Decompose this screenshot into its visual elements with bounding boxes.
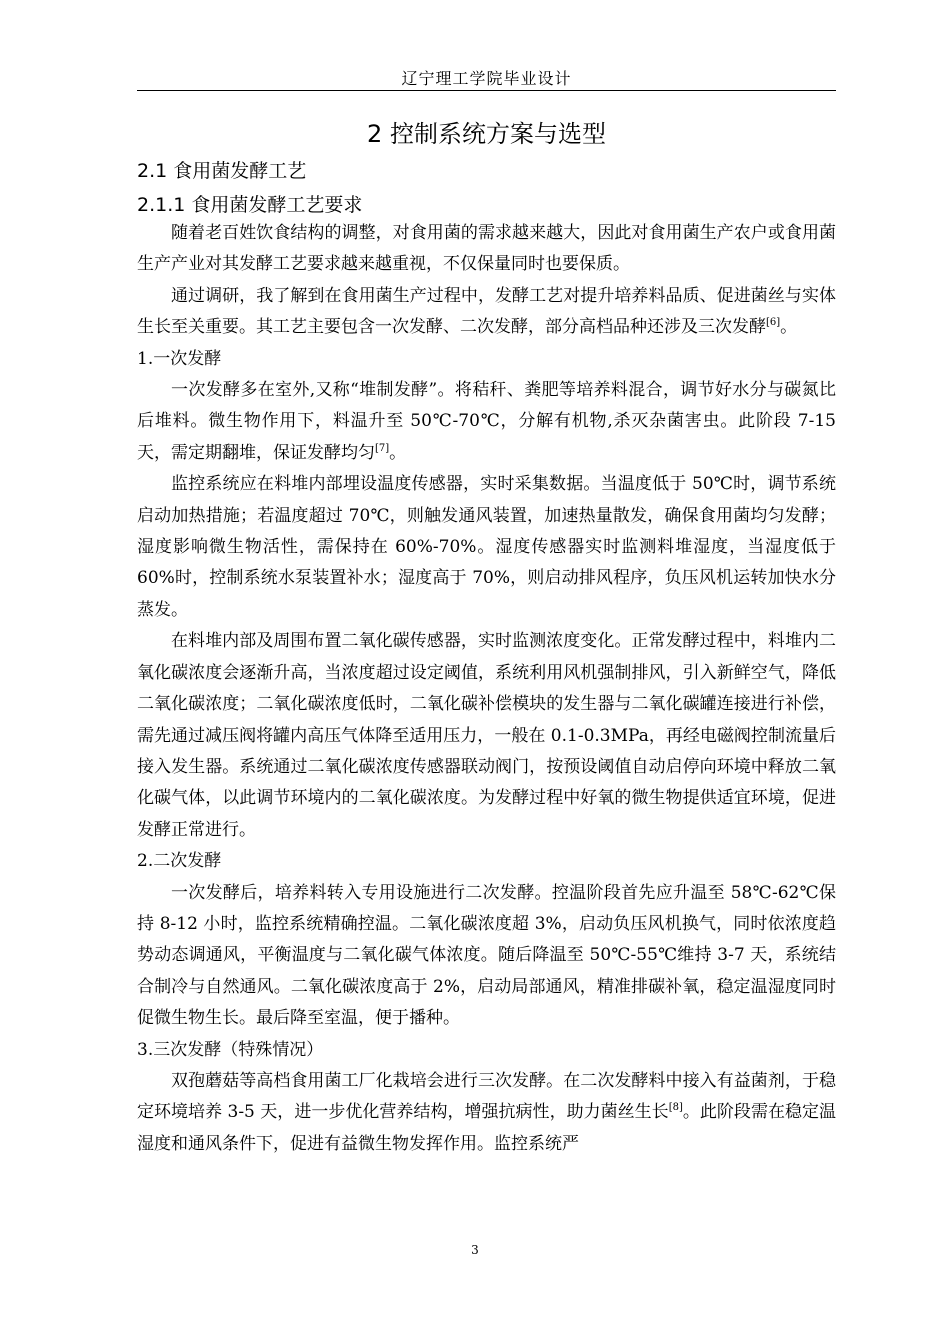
list-heading-first-fermentation: 1.一次发酵 <box>137 348 222 369</box>
citation-ref: [7] <box>375 442 390 454</box>
paragraph-text: 双孢蘑菇等高档食用菌工厂化栽培会进行三次发酵。在二次发酵料中接入有益菌剂，于稳定环境培养 3-5 天，进一步优化营养结构，增强抗病性，助力菌丝生长 <box>137 1070 836 1123</box>
paragraph-end: 。此阶段需在稳定温湿度和通风条件下，促进有益微生物发挥作用。监控系统严 <box>137 1102 837 1154</box>
subsection-heading: 2.1.1 食用菌发酵工艺要求 <box>137 194 363 216</box>
paragraph-intro: 随着老百姓饮食结构的调整，对食用菌的需求越来越大，因此对食用菌生产农户或食用菌生产产业对其发酵工艺要求越来越重视，不仅保量同时也要保质。 <box>137 223 836 275</box>
paragraph-end: 。 <box>389 442 407 463</box>
paragraph-end: 。 <box>780 317 798 338</box>
section-heading: 2.1 食用菌发酵工艺 <box>137 160 307 182</box>
citation-ref: [6] <box>766 317 781 329</box>
list-heading-second-fermentation: 2.二次发酵 <box>137 851 222 872</box>
header-divider <box>137 90 836 91</box>
paragraph-co2-control: 在料堆内部及周围布置二氧化碳传感器，实时监测浓度变化。正常发酵过程中，料堆内二氧化碳浓度会逐渐升高，当浓度超过设定阈值，系统利用风机强制排风，引入新鲜空气，降低二氧化碳浓度；二氧化碳浓度低时，二氧化碳补偿模块的发生器与二氧化碳罐连接进行补偿，需先通过减压阀将罐内高压气体降至适用压力，一般在 0.1-0.3MPa，再经电磁阀控制流量后接入发生器。系统通过二氧化碳浓度传感器联动阀门，按预设阈值自动启停向环境中释放二氧化碳气体，以此调节环境内的二氧化碳浓度。为发酵过程中好氧的微生物提供适宜环境，促进发酵正常进行。 <box>137 631 836 840</box>
chapter-title: 2 控制系统方案与选型 <box>367 120 606 148</box>
paragraph-first-fermentation <box>137 375 836 469</box>
paragraph-text: 通过调研，我了解到在食用菌生产过程中，发酵工艺对提升培养料品质、促进菌丝与实体生长至关重要。其工艺主要包含一次发酵、二次发酵，部分高档品种还涉及三次发酵 <box>137 285 836 338</box>
citation-ref: [8] <box>668 1102 683 1114</box>
paragraph-monitoring: 监控系统应在料堆内部埋设温度传感器，实时采集数据。当温度低于 50℃时，调节系统启动加热措施；若温度超过 70℃，则触发通风装置，加速热量散发，确保食用菌均匀发酵；湿度影响微生物活性，需保持在 60%-70%。湿度传感器实时监测料堆湿度，当湿度低于 60%时，控制系统水泵装置补水；湿度高于 70%，则启动排风程序，负压风机运转加快水分蒸发。 <box>137 474 836 620</box>
list-heading-third-fermentation: 3.三次发酵（特殊情况） <box>137 1039 324 1060</box>
paragraph-research <box>137 281 836 344</box>
page-number: 3 <box>471 1243 479 1257</box>
paragraph-second-fermentation: 一次发酵后，培养料转入专用设施进行二次发酵。控温阶段首先应升温至 58℃-62℃保持 8-12 小时，监控系统精确控温。二氧化碳浓度超 3%，启动负压风机换气，同时依浓度趋势动态调通风，平衡温度与二氧化碳气体浓度。随后降温至 50℃-55℃维持 3-7 天，系统结合制冷与自然通风。二氧化碳浓度高于 2%，启动局部通风，精准排碳补氧，稳定温湿度同时促微生物生长。最后降至室温，便于播种。 <box>137 882 836 1029</box>
page-header: 辽宁理工学院毕业设计 <box>401 69 572 88</box>
paragraph-text: 一次发酵多在室外,又称“堆制发酵”。将秸秆、粪肥等培养料混合，调节好水分与碳氮比后堆料。微生物作用下，料温升至 50℃-70℃，分解有机物,杀灭杂菌害虫。此阶段 7-15 天，需定期翻堆，保证发酵均匀 <box>137 380 836 463</box>
paragraph-third-fermentation <box>137 1066 836 1160</box>
body-text <box>137 218 836 1160</box>
